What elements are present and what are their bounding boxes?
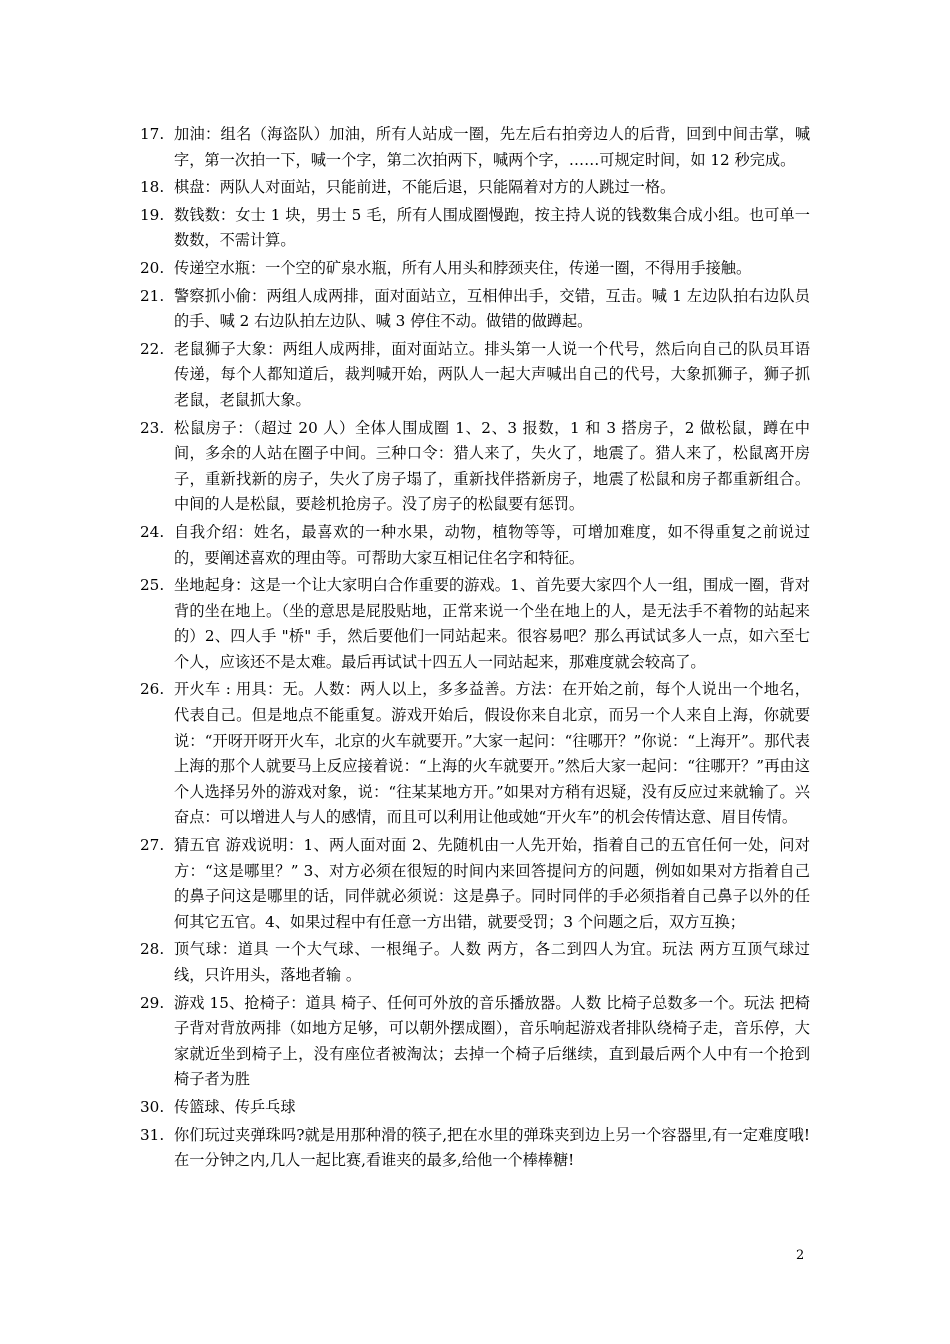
item-number: 24.	[140, 522, 165, 541]
item-number: 31.	[140, 1125, 165, 1144]
item-number: 27.	[140, 836, 165, 855]
item-text: 警察抓小偷：两组人成两排，面对面站立，互相伸出手，交错，互击。喊 1 左边队拍右边队员的手、喊 2 右边队拍左边队、喊 3 停住不动。做错的做蹲起。	[174, 286, 810, 331]
item-text: 数钱数：女士 1 块，男士 5 毛，所有人围成圈慢跑，按主持人说的钱数集合成小组。也可单一数数，不需计算。	[174, 205, 810, 250]
item-number: 22.	[140, 339, 165, 358]
item-text: 传递空水瓶：一个空的矿泉水瓶，所有人用头和脖颈夹住，传递一圈，不得用手接触。	[174, 258, 752, 277]
list-item	[140, 991, 810, 1093]
item-number: 17.	[140, 125, 165, 143]
item-text: 老鼠狮子大象：两组人成两排，面对面站立。排头第一人说一个代号，然后向自己的队员耳语传递，每个人都知道后，裁判喊开始，两队人一起大声喊出自己的代号，大象抓狮子，狮子抓老鼠，老鼠抓大象。	[174, 339, 810, 409]
list-item	[140, 937, 810, 988]
item-number: 21.	[140, 286, 165, 305]
list-item	[140, 256, 810, 282]
list-item	[140, 833, 810, 935]
item-number: 28.	[140, 940, 165, 959]
list-item	[140, 416, 810, 518]
list-item	[140, 677, 810, 831]
item-number: 18.	[140, 178, 165, 197]
item-number: 19.	[140, 205, 165, 224]
item-number: 26.	[140, 680, 165, 699]
item-text: 猜五官 游戏说明：1、两人面对面 2、先随机由一人先开始，指着自己的五官任何一处，问对方：“这是哪里？” 3、对方必须在很短的时间内来回答提问方的问题，例如如果对方指着自己的鼻子问这是哪里的话，同伴就必须说：这是鼻子。同时同伴的手必须指着自己鼻子以外的任何其它五官。4、如果过程中有任意一方出错，就要受罚；3 个问题之后，双方互换；	[174, 836, 810, 931]
list-item	[140, 1123, 810, 1174]
game-list	[140, 122, 810, 1176]
list-item	[140, 573, 810, 675]
item-text: 开火车 : 用具：无。人数：两人以上，多多益善。方法：在开始之前，每个人说出一个地名，代表自己。但是地点不能重复。游戏开始后，假设你来自北京，而另一个人来自上海，你就要说：“开呀开呀开火车，北京的火车就要开。”大家一起问：“往哪开？”你说：“上海开”。那代表上海的那个人就要马上反应接着说：“上海的火车就要开。”然后大家一起问：“往哪开？”再由这个人选择另外的游戏对象，说：“往某某地方开。”如果对方稍有迟疑，没有反应过来就输了。兴奋点：可以增进人与人的感情，而且可以利用让他或她“开火车”的机会传情达意、眉目传情。	[174, 680, 810, 827]
item-number: 23.	[140, 418, 165, 437]
list-item	[140, 337, 810, 414]
item-text: 自我介绍：姓名，最喜欢的一种水果，动物，植物等等，可增加难度，如不得重复之前说过的，要阐述喜欢的理由等。可帮助大家互相记住名字和特征。	[174, 522, 810, 567]
item-number: 20.	[140, 258, 165, 277]
item-number: 30.	[140, 1097, 165, 1116]
list-item	[140, 520, 810, 571]
item-text: 棋盘：两队人对面站，只能前进，不能后退，只能隔着对方的人跳过一格。	[174, 178, 676, 197]
page-number: 2	[796, 1248, 805, 1263]
list-item	[140, 203, 810, 254]
item-number: 25.	[140, 576, 165, 595]
list-item	[140, 122, 810, 173]
item-text: 你们玩过夹弹珠吗?就是用那种滑的筷子,把在水里的弹珠夹到边上另一个容器里,有一定难度哦!在一分钟之内,几人一起比赛,看谁夹的最多,给他一个棒棒糖!	[174, 1125, 810, 1170]
item-text: 坐地起身：这是一个让大家明白合作重要的游戏。1、首先要大家四个人一组，围成一圈，背对背的坐在地上。（坐的意思是屁股贴地，正常来说一个坐在地上的人，是无法手不着物的站起来的）2、四人手 "桥" 手，然后要他们一同站起来。很容易吧？那么再试试多人一点，如六至七个人，应该还不是太难。最后再试试十四五人一同站起来，那难度就会较高了。	[174, 576, 810, 671]
list-item	[140, 175, 810, 201]
item-text: 游戏 15、抢椅子：道具 椅子、任何可外放的音乐播放器。人数 比椅子总数多一个。玩法 把椅子背对背放两排（如地方足够，可以朝外摆成圈），音乐响起游戏者排队绕椅子走，音乐停，大家就近坐到椅子上，没有座位者被淘汰；去掉一个椅子后继续，直到最后两个人中有一个抢到椅子者为胜	[174, 993, 810, 1089]
list-item	[140, 1095, 810, 1121]
item-text: 松鼠房子：（超过 20 人）全体人围成圈 1、2、3 报数，1 和 3 搭房子，2 做松鼠，蹲在中间，多余的人站在圈子中间。三种口令：猎人来了，失火了，地震了。猎人来了，松鼠离开房子，重新找新的房子，失火了房子塌了，重新找伴搭新房子，地震了松鼠和房子都重新组合。中间的人是松鼠，要趁机抢房子。没了房子的松鼠要有惩罚。	[174, 418, 810, 514]
item-text: 加油：组名（海盗队）加油，所有人站成一圈，先左后右拍旁边人的后背，回到中间击掌，喊字，第一次拍一下，喊一个字，第二次拍两下，喊两个字，……可规定时间，如 12 秒完成。	[174, 125, 810, 169]
item-text: 顶气球：道具 一个大气球、一根绳子。人数 两方，各二到四人为宜。玩法 两方互顶气球过线，只许用头，落地者输 。	[174, 940, 810, 984]
item-text: 传篮球、传乒乓球	[174, 1097, 296, 1116]
list-item	[140, 284, 810, 335]
item-number: 29.	[140, 993, 165, 1012]
